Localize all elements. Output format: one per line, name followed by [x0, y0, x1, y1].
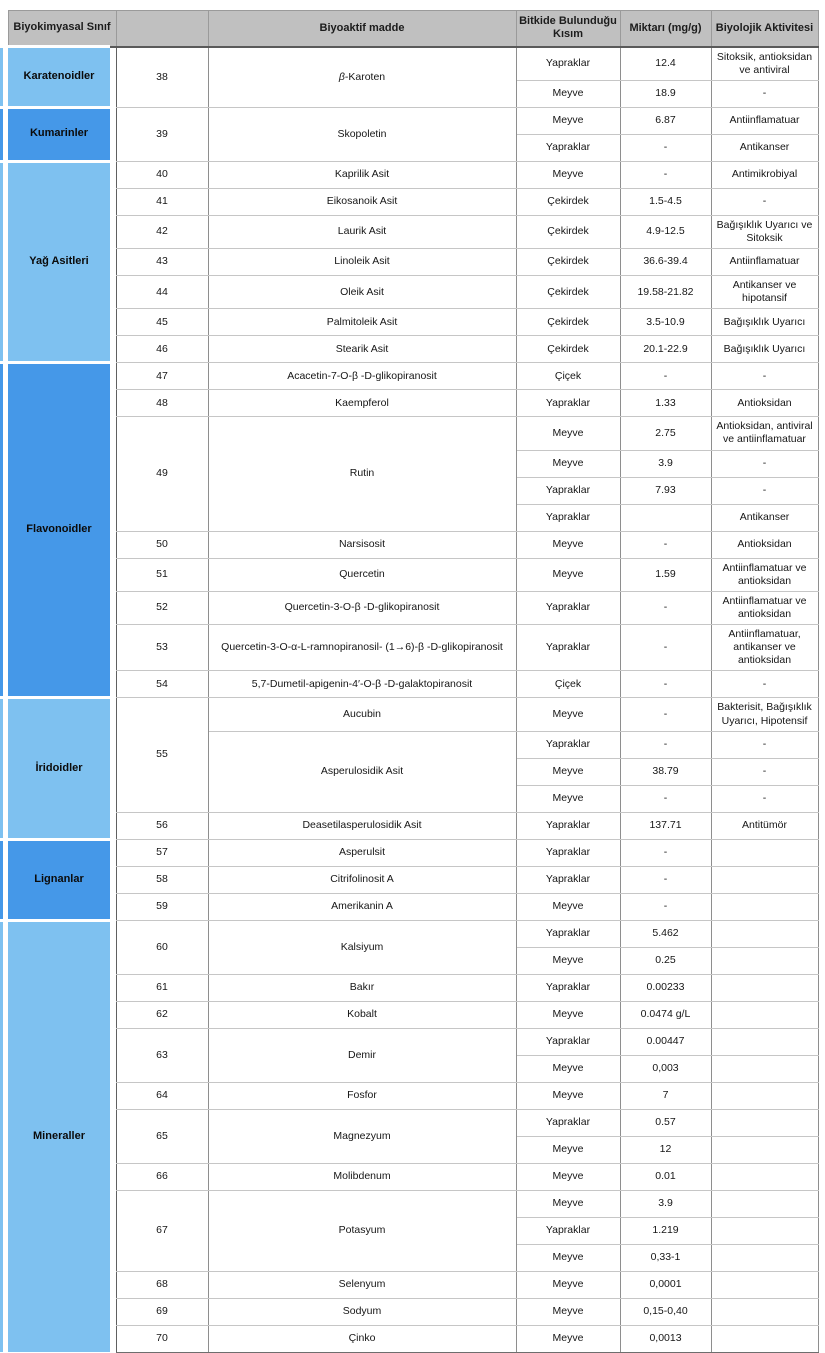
plant-part-cell: Çekirdek [516, 215, 620, 248]
compound-name-cell: Quercetin-3-O-α-L-ramnopiranosil- (1→6)-β -D-glikopiranosit [208, 625, 516, 671]
entry-number-cell: 44 [116, 276, 208, 309]
activity-cell: Sitoksik, antioksidan ve antiviral [711, 47, 818, 81]
entry-number-cell: 54 [116, 671, 208, 698]
entry-number-cell: 62 [116, 1001, 208, 1028]
activity-cell: Antioksidan [711, 390, 818, 417]
activity-cell: - [711, 363, 818, 390]
table-row [0, 309, 818, 336]
activity-cell: Antitümör [711, 812, 818, 839]
entry-number-cell: 66 [116, 1163, 208, 1190]
compound-name-cell: Rutin [208, 417, 516, 531]
table-row [0, 215, 818, 248]
amount-cell: 0,33-1 [620, 1244, 711, 1271]
compound-name-cell: Quercetin [208, 558, 516, 591]
amount-cell: 0.00233 [620, 974, 711, 1001]
compound-name-cell: Kalsiyum [208, 920, 516, 974]
category-color-sliver [0, 161, 3, 363]
compound-name-cell: Fosfor [208, 1082, 516, 1109]
compound-name-cell: Magnezyum [208, 1109, 516, 1163]
header-plant-part: Bitkide Bulunduğu Kısım [516, 11, 620, 47]
compound-name-cell: Çinko [208, 1325, 516, 1352]
table-row [0, 1028, 818, 1055]
amount-cell: 0.25 [620, 947, 711, 974]
entry-number-cell: 41 [116, 188, 208, 215]
plant-part-cell: Yapraklar [516, 866, 620, 893]
plant-part-cell: Yapraklar [516, 812, 620, 839]
plant-part-cell: Çekirdek [516, 249, 620, 276]
amount-cell: 7.93 [620, 477, 711, 504]
plant-part-cell: Yapraklar [516, 591, 620, 624]
activity-cell [711, 1055, 818, 1082]
compound-name-cell: Molibdenum [208, 1163, 516, 1190]
activity-cell [711, 1244, 818, 1271]
table-row [0, 866, 818, 893]
plant-part-cell: Meyve [516, 1163, 620, 1190]
amount-cell: - [620, 363, 711, 390]
activity-cell [711, 1082, 818, 1109]
table-row [0, 558, 818, 591]
activity-cell: Bağışıklık Uyarıcı ve Sitoksik [711, 215, 818, 248]
plant-part-cell: Meyve [516, 1325, 620, 1352]
entry-number-cell: 40 [116, 161, 208, 188]
entry-number-cell: 63 [116, 1028, 208, 1082]
table-row [0, 812, 818, 839]
amount-cell: 1.5-4.5 [620, 188, 711, 215]
activity-cell: - [711, 671, 818, 698]
amount-cell: 0.0474 g/L [620, 1001, 711, 1028]
entry-number-cell: 39 [116, 107, 208, 161]
entry-number-cell: 55 [116, 698, 208, 812]
table-row [0, 390, 818, 417]
compound-name-cell: Kaempferol [208, 390, 516, 417]
table-row [0, 363, 818, 390]
amount-cell: 12.4 [620, 47, 711, 81]
amount-cell: 1.219 [620, 1217, 711, 1244]
amount-cell: - [620, 731, 711, 758]
activity-cell [711, 920, 818, 947]
header-amount: Miktarı (mg/g) [620, 11, 711, 47]
compound-name-cell: Citrifolinosit A [208, 866, 516, 893]
activity-cell: - [711, 785, 818, 812]
amount-cell: 0,0013 [620, 1325, 711, 1352]
amount-cell: - [620, 866, 711, 893]
plant-part-cell: Yapraklar [516, 920, 620, 947]
plant-part-cell: Meyve [516, 698, 620, 731]
amount-cell: 3.9 [620, 450, 711, 477]
category-cell: Yağ Asitleri [8, 161, 110, 363]
activity-cell [711, 1271, 818, 1298]
plant-part-cell: Meyve [516, 1082, 620, 1109]
header-biological-activity: Biyolojik Aktivitesi [711, 11, 818, 47]
activity-cell [711, 1028, 818, 1055]
activity-cell: Antiinflamatuar ve antioksidan [711, 558, 818, 591]
amount-cell: 19.58-21.82 [620, 276, 711, 309]
header-bioactive-compound: Biyoaktif madde [208, 11, 516, 47]
amount-cell: 7 [620, 1082, 711, 1109]
activity-cell: Bakterisit, Bağışıklık Uyarıcı, Hipotensif [711, 698, 818, 731]
table-row [0, 249, 818, 276]
category-cell: Karatenoidler [8, 47, 110, 108]
category-color-sliver [0, 698, 3, 839]
activity-cell [711, 1217, 818, 1244]
compound-name-cell: Quercetin-3-O-β -D-glikopiranosit [208, 591, 516, 624]
plant-part-cell: Meyve [516, 1190, 620, 1217]
amount-cell: - [620, 785, 711, 812]
activity-cell [711, 893, 818, 920]
entry-number-cell: 70 [116, 1325, 208, 1352]
amount-cell: 5.462 [620, 920, 711, 947]
plant-part-cell: Meyve [516, 417, 620, 450]
compound-name-cell: Potasyum [208, 1190, 516, 1271]
activity-cell: Antiinflamatuar ve antioksidan [711, 591, 818, 624]
compound-name-cell: Eikosanoik Asit [208, 188, 516, 215]
activity-cell [711, 839, 818, 866]
header-row [0, 11, 818, 47]
amount-cell: 12 [620, 1136, 711, 1163]
amount-cell: 2.75 [620, 417, 711, 450]
plant-part-cell: Yapraklar [516, 1028, 620, 1055]
table-row [0, 839, 818, 866]
activity-cell: Antiinflamatuar, antikanser ve antioksidan [711, 625, 818, 671]
plant-part-cell: Çekirdek [516, 188, 620, 215]
compound-name-cell: 5,7-Dumetil-apigenin-4′-O-β -D-galaktopiranosit [208, 671, 516, 698]
plant-part-cell: Yapraklar [516, 504, 620, 531]
table-row [0, 47, 818, 81]
table-row [0, 625, 818, 671]
compound-name-cell: Aucubin [208, 698, 516, 731]
category-color-sliver [0, 107, 3, 161]
compound-name-cell: Bakır [208, 974, 516, 1001]
activity-cell: Antiinflamatuar [711, 107, 818, 134]
category-color-sliver [0, 920, 3, 1352]
category-cell: Kumarinler [8, 107, 110, 161]
amount-cell: 6.87 [620, 107, 711, 134]
table-row [0, 188, 818, 215]
amount-cell: 1.59 [620, 558, 711, 591]
activity-cell [711, 947, 818, 974]
entry-number-cell: 38 [116, 47, 208, 108]
plant-part-cell: Meyve [516, 758, 620, 785]
entry-number-cell: 56 [116, 812, 208, 839]
table-row [0, 1163, 818, 1190]
plant-part-cell: Meyve [516, 161, 620, 188]
entry-number-cell: 68 [116, 1271, 208, 1298]
plant-part-cell: Meyve [516, 1055, 620, 1082]
amount-cell: 0.00447 [620, 1028, 711, 1055]
entry-number-cell: 43 [116, 249, 208, 276]
compound-name-cell: Amerikanin A [208, 893, 516, 920]
compound-name-cell: Laurik Asit [208, 215, 516, 248]
header-biochemical-class: Biyokimyasal Sınıf [8, 11, 116, 47]
entry-number-cell: 49 [116, 417, 208, 531]
activity-cell: - [711, 477, 818, 504]
table-row [0, 531, 818, 558]
category-cell: Mineraller [8, 920, 110, 1352]
activity-cell: - [711, 450, 818, 477]
entry-number-cell: 52 [116, 591, 208, 624]
compound-name-cell: Linoleik Asit [208, 249, 516, 276]
table-row [0, 417, 818, 450]
plant-part-cell: Meyve [516, 1244, 620, 1271]
activity-cell: Antikanser [711, 134, 818, 161]
activity-cell: Antimikrobiyal [711, 161, 818, 188]
activity-cell: Antiinflamatuar [711, 249, 818, 276]
activity-cell: Antikanser [711, 504, 818, 531]
amount-cell: 36.6-39.4 [620, 249, 711, 276]
amount-cell: 38.79 [620, 758, 711, 785]
activity-cell: - [711, 758, 818, 785]
entry-number-cell: 50 [116, 531, 208, 558]
table-row [0, 1190, 818, 1217]
table-row [0, 276, 818, 309]
compound-name-cell: Skopoletin [208, 107, 516, 161]
entry-number-cell: 57 [116, 839, 208, 866]
amount-cell: 0.01 [620, 1163, 711, 1190]
compound-name-cell: Sodyum [208, 1298, 516, 1325]
plant-part-cell: Meyve [516, 558, 620, 591]
entry-number-cell: 45 [116, 309, 208, 336]
activity-cell: Antikanser ve hipotansif [711, 276, 818, 309]
activity-cell [711, 866, 818, 893]
category-cell: İridoidler [8, 698, 110, 839]
compound-name-cell: Kaprilik Asit [208, 161, 516, 188]
compound-name-cell: Selenyum [208, 1271, 516, 1298]
compound-name-cell: Kobalt [208, 1001, 516, 1028]
compound-name-cell: Stearik Asit [208, 336, 516, 363]
plant-part-cell: Yapraklar [516, 625, 620, 671]
plant-part-cell: Yapraklar [516, 390, 620, 417]
plant-part-cell: Çekirdek [516, 309, 620, 336]
entry-number-cell: 46 [116, 336, 208, 363]
compound-name-cell: Palmitoleik Asit [208, 309, 516, 336]
amount-cell: - [620, 161, 711, 188]
compound-name-cell: Asperulsit [208, 839, 516, 866]
amount-cell: 20.1-22.9 [620, 336, 711, 363]
activity-cell [711, 1109, 818, 1136]
plant-part-cell: Meyve [516, 1136, 620, 1163]
amount-cell: - [620, 134, 711, 161]
header-entry-number [116, 11, 208, 47]
plant-part-cell: Meyve [516, 1271, 620, 1298]
activity-cell: Antioksidan [711, 531, 818, 558]
amount-cell: 3.9 [620, 1190, 711, 1217]
entry-number-cell: 47 [116, 363, 208, 390]
entry-number-cell: 67 [116, 1190, 208, 1271]
table-row [0, 1001, 818, 1028]
category-color-sliver [0, 839, 3, 920]
entry-number-cell: 59 [116, 893, 208, 920]
compound-name-cell: Oleik Asit [208, 276, 516, 309]
table-row [0, 698, 818, 731]
plant-part-cell: Yapraklar [516, 731, 620, 758]
activity-cell: - [711, 188, 818, 215]
plant-part-cell: Meyve [516, 785, 620, 812]
table-row [0, 161, 818, 188]
table-row [0, 591, 818, 624]
table-row [0, 671, 818, 698]
table-row [0, 893, 818, 920]
amount-cell: 137.71 [620, 812, 711, 839]
activity-cell [711, 1325, 818, 1352]
amount-cell: 18.9 [620, 80, 711, 107]
plant-part-cell: Meyve [516, 893, 620, 920]
category-color-sliver [0, 363, 3, 698]
table-row [0, 1271, 818, 1298]
activity-cell: Antioksidan, antiviral ve antiinflamatuar [711, 417, 818, 450]
table-row [0, 1298, 818, 1325]
bioactive-compounds-table [0, 10, 819, 1353]
activity-cell: Bağışıklık Uyarıcı [711, 336, 818, 363]
amount-cell: - [620, 671, 711, 698]
amount-cell: 3.5-10.9 [620, 309, 711, 336]
compound-name-cell: Acacetin-7-O-β -D-glikopiranosit [208, 363, 516, 390]
plant-part-cell: Meyve [516, 80, 620, 107]
amount-cell: 1.33 [620, 390, 711, 417]
compound-name-cell: Asperulosidik Asit [208, 731, 516, 812]
entry-number-cell: 58 [116, 866, 208, 893]
amount-cell: - [620, 531, 711, 558]
entry-number-cell: 60 [116, 920, 208, 974]
plant-part-cell: Meyve [516, 531, 620, 558]
plant-part-cell: Yapraklar [516, 974, 620, 1001]
plant-part-cell: Yapraklar [516, 134, 620, 161]
plant-part-cell: Yapraklar [516, 1109, 620, 1136]
plant-part-cell: Meyve [516, 450, 620, 477]
activity-cell [711, 1136, 818, 1163]
entry-number-cell: 65 [116, 1109, 208, 1163]
plant-part-cell: Meyve [516, 1298, 620, 1325]
amount-cell: 0,0001 [620, 1271, 711, 1298]
plant-part-cell: Çekirdek [516, 276, 620, 309]
table-row [0, 1325, 818, 1352]
plant-part-cell: Yapraklar [516, 47, 620, 81]
amount-cell [620, 504, 711, 531]
plant-part-cell: Yapraklar [516, 839, 620, 866]
activity-cell [711, 1001, 818, 1028]
plant-part-cell: Meyve [516, 947, 620, 974]
compound-name-cell: Demir [208, 1028, 516, 1082]
table-body [0, 47, 818, 1353]
amount-cell: 0.57 [620, 1109, 711, 1136]
amount-cell: - [620, 591, 711, 624]
amount-cell: - [620, 698, 711, 731]
amount-cell: 0,15-0,40 [620, 1298, 711, 1325]
compound-name-cell: Narsisosit [208, 531, 516, 558]
amount-cell: 4.9-12.5 [620, 215, 711, 248]
table-row [0, 1109, 818, 1136]
table-row [0, 920, 818, 947]
compound-name-cell: β-Karoten [208, 47, 516, 108]
table-row [0, 1082, 818, 1109]
table-row [0, 336, 818, 363]
entry-number-cell: 51 [116, 558, 208, 591]
amount-cell: - [620, 893, 711, 920]
activity-cell: Bağışıklık Uyarıcı [711, 309, 818, 336]
table-row [0, 974, 818, 1001]
plant-part-cell: Çiçek [516, 363, 620, 390]
entry-number-cell: 42 [116, 215, 208, 248]
plant-part-cell: Yapraklar [516, 477, 620, 504]
plant-part-cell: Çekirdek [516, 336, 620, 363]
activity-cell: - [711, 80, 818, 107]
amount-cell: 0,003 [620, 1055, 711, 1082]
amount-cell: - [620, 625, 711, 671]
plant-part-cell: Meyve [516, 1001, 620, 1028]
entry-number-cell: 64 [116, 1082, 208, 1109]
activity-cell [711, 1298, 818, 1325]
activity-cell [711, 1163, 818, 1190]
amount-cell: - [620, 839, 711, 866]
entry-number-cell: 48 [116, 390, 208, 417]
activity-cell [711, 974, 818, 1001]
compound-name-cell: Deasetilasperulosidik Asit [208, 812, 516, 839]
activity-cell [711, 1190, 818, 1217]
plant-part-cell: Çiçek [516, 671, 620, 698]
table-row [0, 107, 818, 134]
entry-number-cell: 61 [116, 974, 208, 1001]
category-cell: Lignanlar [8, 839, 110, 920]
category-cell: Flavonoidler [8, 363, 110, 698]
entry-number-cell: 69 [116, 1298, 208, 1325]
plant-part-cell: Yapraklar [516, 1217, 620, 1244]
entry-number-cell: 53 [116, 625, 208, 671]
activity-cell: - [711, 731, 818, 758]
plant-part-cell: Meyve [516, 107, 620, 134]
